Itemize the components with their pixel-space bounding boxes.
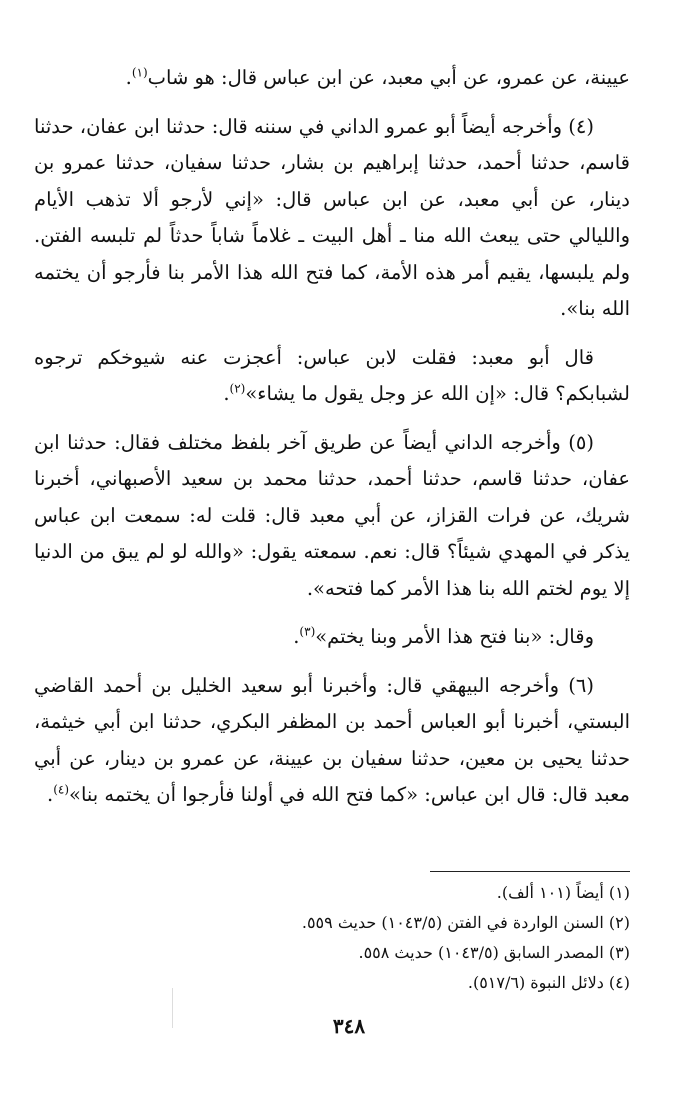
- paragraph-text: عيينة، عن عمرو، عن أبي معبد، عن ابن عباس قال: هو شاب: [147, 66, 630, 89]
- paragraph-continuation: [34, 60, 630, 97]
- footnotes: [34, 878, 630, 998]
- paragraph-text: (٦) وأخرجه البيهقي قال: وأخبرنا أبو سعيد الخليل بن أحمد القاضي البستي، أخبرنا أبو العباس أحمد بن المظفر البكري، حدثنا ابن أبي خيثمة، حدثنا يحيى بن معين، حدثنا سفيان بن عيينة، عن عمرو بن دينار، عن أبي معبد قال: قال ابن عباس: «كما فتح الله في أولنا فأرجوا أن يختمه بنا»: [34, 673, 630, 806]
- footnote-marker: (٣): [299, 624, 316, 639]
- paragraph-6: [34, 668, 630, 814]
- paragraph-tail: .: [223, 382, 230, 405]
- footnote-2: (٢) السنن الواردة في الفتن (١٠٤٣/٥) حديث ٥٥٩.: [301, 913, 630, 932]
- paragraph-tail: .: [47, 783, 54, 806]
- footnote-3: (٣) المصدر السابق (١٠٤٣/٥) حديث ٥٥٨.: [358, 943, 630, 962]
- paragraph-text: (٤) وأخرجه أيضاً أبو عمرو الداني في سننه قال: حدثنا ابن عفان، حدثنا قاسم، حدثنا أحمد، حدثنا إبراهيم بن بشار، حدثنا سفيان، حدثنا عمرو بن دينار، عن أبي معبد، عن ابن عباس قال: «إني لأرجو ألا تذهب الأيام والليالي حتى يبعث الله منا ـ أهل البيت ـ غلاماً شاباً حدثاً لم تلبسه الفتن. ولم يلبسها، يقيم أمر هذه الأمة، كما فتح الله هذا الأمر بنا فأرجو أن يختمه الله بنا».: [34, 114, 630, 320]
- paragraph-abu-mabad: [34, 340, 630, 413]
- main-text: [34, 60, 630, 814]
- footnote-marker: (١): [131, 65, 148, 80]
- paragraph-text: قال أبو معبد: فقلت لابن عباس: أعجزت عنه شيوخكم ترجوه لشبابكم؟ قال: «إن الله عز وجل يقول ما يشاء»: [34, 345, 630, 405]
- footnote-marker: (٤): [53, 782, 70, 797]
- paragraph-qala: [34, 619, 630, 656]
- paragraph-text: (٥) وأخرجه الداني أيضاً عن طريق آخر بلفظ مختلف فقال: حدثنا ابن عفان، حدثنا قاسم، حدثنا أحمد، حدثنا محمد بن سعيد الأصبهاني، أخبرنا شريك، عن فرات القزاز، عن أبي معبد قال: قلت له: سمعت ابن عباس يذكر في المهدي شيئاً؟ قال: نعم. سمعته يقول: «والله لو لم يبق من الدنيا إلا يوم لختم الله بنا هذا الأمر كما فتحه».: [34, 430, 630, 600]
- footnote-4: (٤) دلائل النبوة (٥١٧/٦).: [467, 973, 630, 992]
- paragraph-5: [34, 425, 630, 608]
- paragraph-tail: .: [125, 66, 132, 89]
- footnote-1: (١) أيضاً (١٠١ ألف).: [496, 883, 630, 902]
- paragraph-4: [34, 109, 630, 328]
- paragraph-text: وقال: «بنا فتح هذا الأمر وبنا يختم»: [315, 625, 594, 648]
- page-number: ٣٤٨: [332, 1014, 366, 1038]
- footnote-marker: (٢): [229, 381, 246, 396]
- paragraph-tail: .: [293, 625, 300, 648]
- footnote-divider: [430, 871, 630, 872]
